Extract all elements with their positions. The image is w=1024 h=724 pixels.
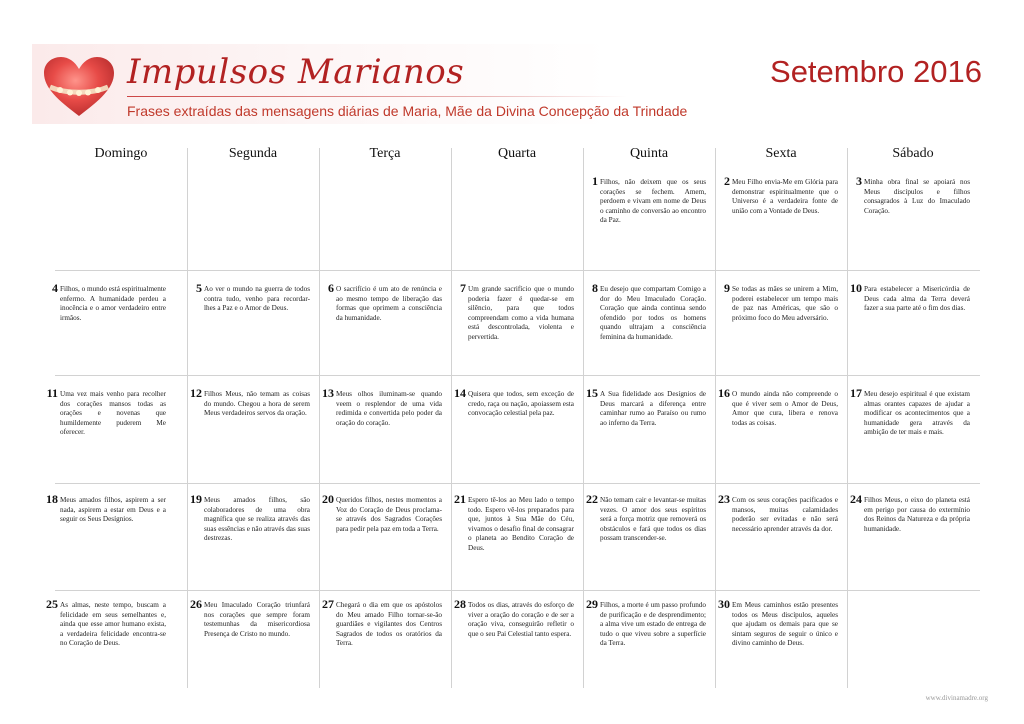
day-message: Todos os dias, através do esforço de viver a oração do coração e de ser a oração viva, conseguirão refletir o que o seu Pai Celestial tanto espera. [468,601,574,638]
day-message: Queridos filhos, nestes momentos a Voz do Coração de Deus proclama-se através dos Sagrados Corações para pedir pela paz em toda a Terra. [336,496,442,533]
day-number: 9 [724,281,730,295]
day-message: Um grande sacrifício que o mundo poderia fazer é quedar-se em silêncio, para que todos compreendam como a vida humana está descontrolada, violenta e pervertida. [468,285,574,341]
footer-url: www.divinamadre.org [925,694,988,702]
day-message: O sacrifício é um ato de renúncia e ao mesmo tempo de liberação das formas que oprimem a consciência da humanidade. [336,285,442,322]
day-number: 19 [190,492,202,506]
day-number: 4 [52,281,58,295]
weekday-wednesday: Quarta [497,146,537,161]
weekday-sunday: Domingo [94,146,148,161]
weekday-monday: Segunda [228,146,278,161]
day-message: Meus olhos iluminam-se quando veem o resplendor de uma vida redimida e convertida pelo poder da oração do coração. [336,390,442,427]
weekday-tuesday: Terça [369,146,401,161]
row-divider [55,590,980,591]
day-number: 1 [592,174,598,188]
row-divider [55,270,980,271]
day-number: 3 [856,174,862,188]
day-message: Em Meus caminhos estão presentes todos os Meus discípulos, aqueles que ajudam os demais para que se sintam seguros de seguir o único e divino caminho de Deus. [732,601,838,648]
day-message: Não temam cair e levantar-se muitas vezes. O amor dos seus espíritos será a força motriz que removerá os obstáculos e fará que todos os dias possam transcender-se. [600,496,706,543]
day-number: 26 [190,597,202,611]
day-number: 21 [454,492,466,506]
day-message: Uma vez mais venho para recolher dos corações mansos todas as orações e novenas que humildemente puderem Me oferecer. [60,390,166,437]
weekday-thursday: Quinta [629,146,669,161]
day-number: 12 [190,386,202,400]
day-number: 6 [328,281,334,295]
weekday-saturday: Sábado [892,146,934,161]
row-divider [55,375,980,376]
day-message: Filhos Meus, não temam as coisas do mundo. Chegou a hora de serem Meus verdadeiros servos da oração. [204,390,310,418]
day-message: Com os seus corações pacificados e mansos, muitas calamidades poderão ser evitadas e não será necessário aprender através da dor. [732,496,838,533]
title-divider [127,96,627,97]
day-number: 2 [724,174,730,188]
column-divider [847,148,848,688]
day-number: 5 [196,281,202,295]
day-number: 18 [46,492,58,506]
day-number: 15 [586,386,598,400]
day-number: 11 [46,386,58,400]
day-number: 13 [322,386,334,400]
day-message: Ao ver o mundo na guerra de todos contra tudo, venho para recordar-lhes a Paz e o Amor de Deus. [204,285,310,313]
day-number: 10 [850,281,862,295]
day-message: A Sua fidelidade aos Desígnios de Deus marcará a diferença entre caminhar rumo ao Paraíso ou rumo ao inferno da Terra. [600,390,706,427]
day-message: Minha obra final se apoiará nos Meus discípulos e filhos consagrados à Luz do Imaculado Coração. [864,178,970,215]
day-number: 16 [718,386,730,400]
day-message: Meus amados filhos, aspirem a ser nada, aspirem a estar em Deus e a seguir os Seus Desígnios. [60,496,166,524]
weekday-friday: Sexta [765,146,797,161]
day-message: Filhos, o mundo está espiritualmente enfermo. A humanidade perdeu a inocência e o amor verdadeiro entre irmãos. [60,285,167,322]
day-number: 29 [586,597,598,611]
day-number: 17 [850,386,862,400]
page-subtitle: Frases extraídas das mensagens diárias de Maria, Mãe da Divina Concepção da Trindade [127,103,688,119]
day-number: 25 [46,597,58,611]
day-message: Espero tê-los ao Meu lado o tempo todo. Espero vê-los preparados para que, juntos à Sua Mãe do Céu, vivamos o desafio final de consagrar o planeta ao Bendito Coração de Deus. [468,496,574,552]
day-message: Quisera que todos, sem exceção de credo, raça ou nação, apoiassem esta convocação celestial pela paz. [468,390,574,418]
day-number: 30 [718,597,730,611]
day-message: Filhos, não deixem que os seus corações se fechem. Amem, perdoem e vivam em nome de Deus o caminho de conversão ao encontro da Paz. [600,178,706,225]
day-number: 20 [322,492,334,506]
day-message: Meu desejo espiritual é que existam almas orantes capazes de ajudar a modificar os acontecimentos que a humanidade gera através da ambição de ter mais e mais. [864,390,970,437]
day-message: Filhos Meus, o eixo do planeta está em perigo por causa do extermínio dos Reinos da Natureza e da própria humanidade. [864,496,970,533]
day-message: As almas, neste tempo, buscam a felicidade em seus semelhantes e, ainda que esse amor humano exista, a verdadeira felicidade encontra-se no Coração de Deus. [60,601,166,648]
heart-icon [40,54,118,120]
day-message: Meu Imaculado Coração triunfará nos corações que sempre foram testemunhas da misericordiosa Presença de Cristo no mundo. [204,601,310,638]
day-number: 14 [454,386,466,400]
day-message: Para estabelecer a Misericórdia de Deus cada alma da Terra deverá fazer a sua parte até o fim dos dias. [864,285,970,313]
brand-title: Impulsos Marianos [127,52,465,92]
day-message: Filhos, a morte é um passo profundo de purificação e de desprendimento; a alma vive um estado de entrega de tudo o que viveu sobre a superfície da Terra. [600,601,706,648]
day-message: Eu desejo que compartam Comigo a dor do Meu Imaculado Coração. Coração que ainda continua sendo ofendido por todos os homens quando ultrajam a consciência feminina da humanidade. [600,285,706,341]
day-number: 7 [460,281,466,295]
day-number: 23 [718,492,730,506]
day-message: Meus amados filhos, são colaboradores de uma obra magnífica que se realiza através das suas essências e não através das suas destrezas. [204,496,310,543]
day-number: 8 [592,281,598,295]
day-number: 28 [454,597,466,611]
month-title: Setembro 2016 [770,54,982,89]
row-divider [55,483,980,484]
day-number: 24 [850,492,862,506]
day-message: Chegará o dia em que os apóstolos do Meu amado Filho tornar-se-ão guardiães e vigilantes dos Centros Sagrados de todos os oratórios da Terra. [336,601,442,648]
day-message: Se todas as mães se unirem a Mim, poderei estabelecer um tempo mais de paz nas Américas, que são o próximo foco do Meu adversário. [732,285,838,322]
day-message: Meu Filho envia-Me em Glória para demonstrar espiritualmente que o Universo é a verdadeira fonte de união com a Vontade de Deus. [732,178,838,215]
day-number: 27 [322,597,334,611]
day-message: O mundo ainda não compreende o que é viver sem o Amor de Deus, Amor que cura, libera e renova todas as coisas. [732,390,838,427]
day-number: 22 [586,492,598,506]
